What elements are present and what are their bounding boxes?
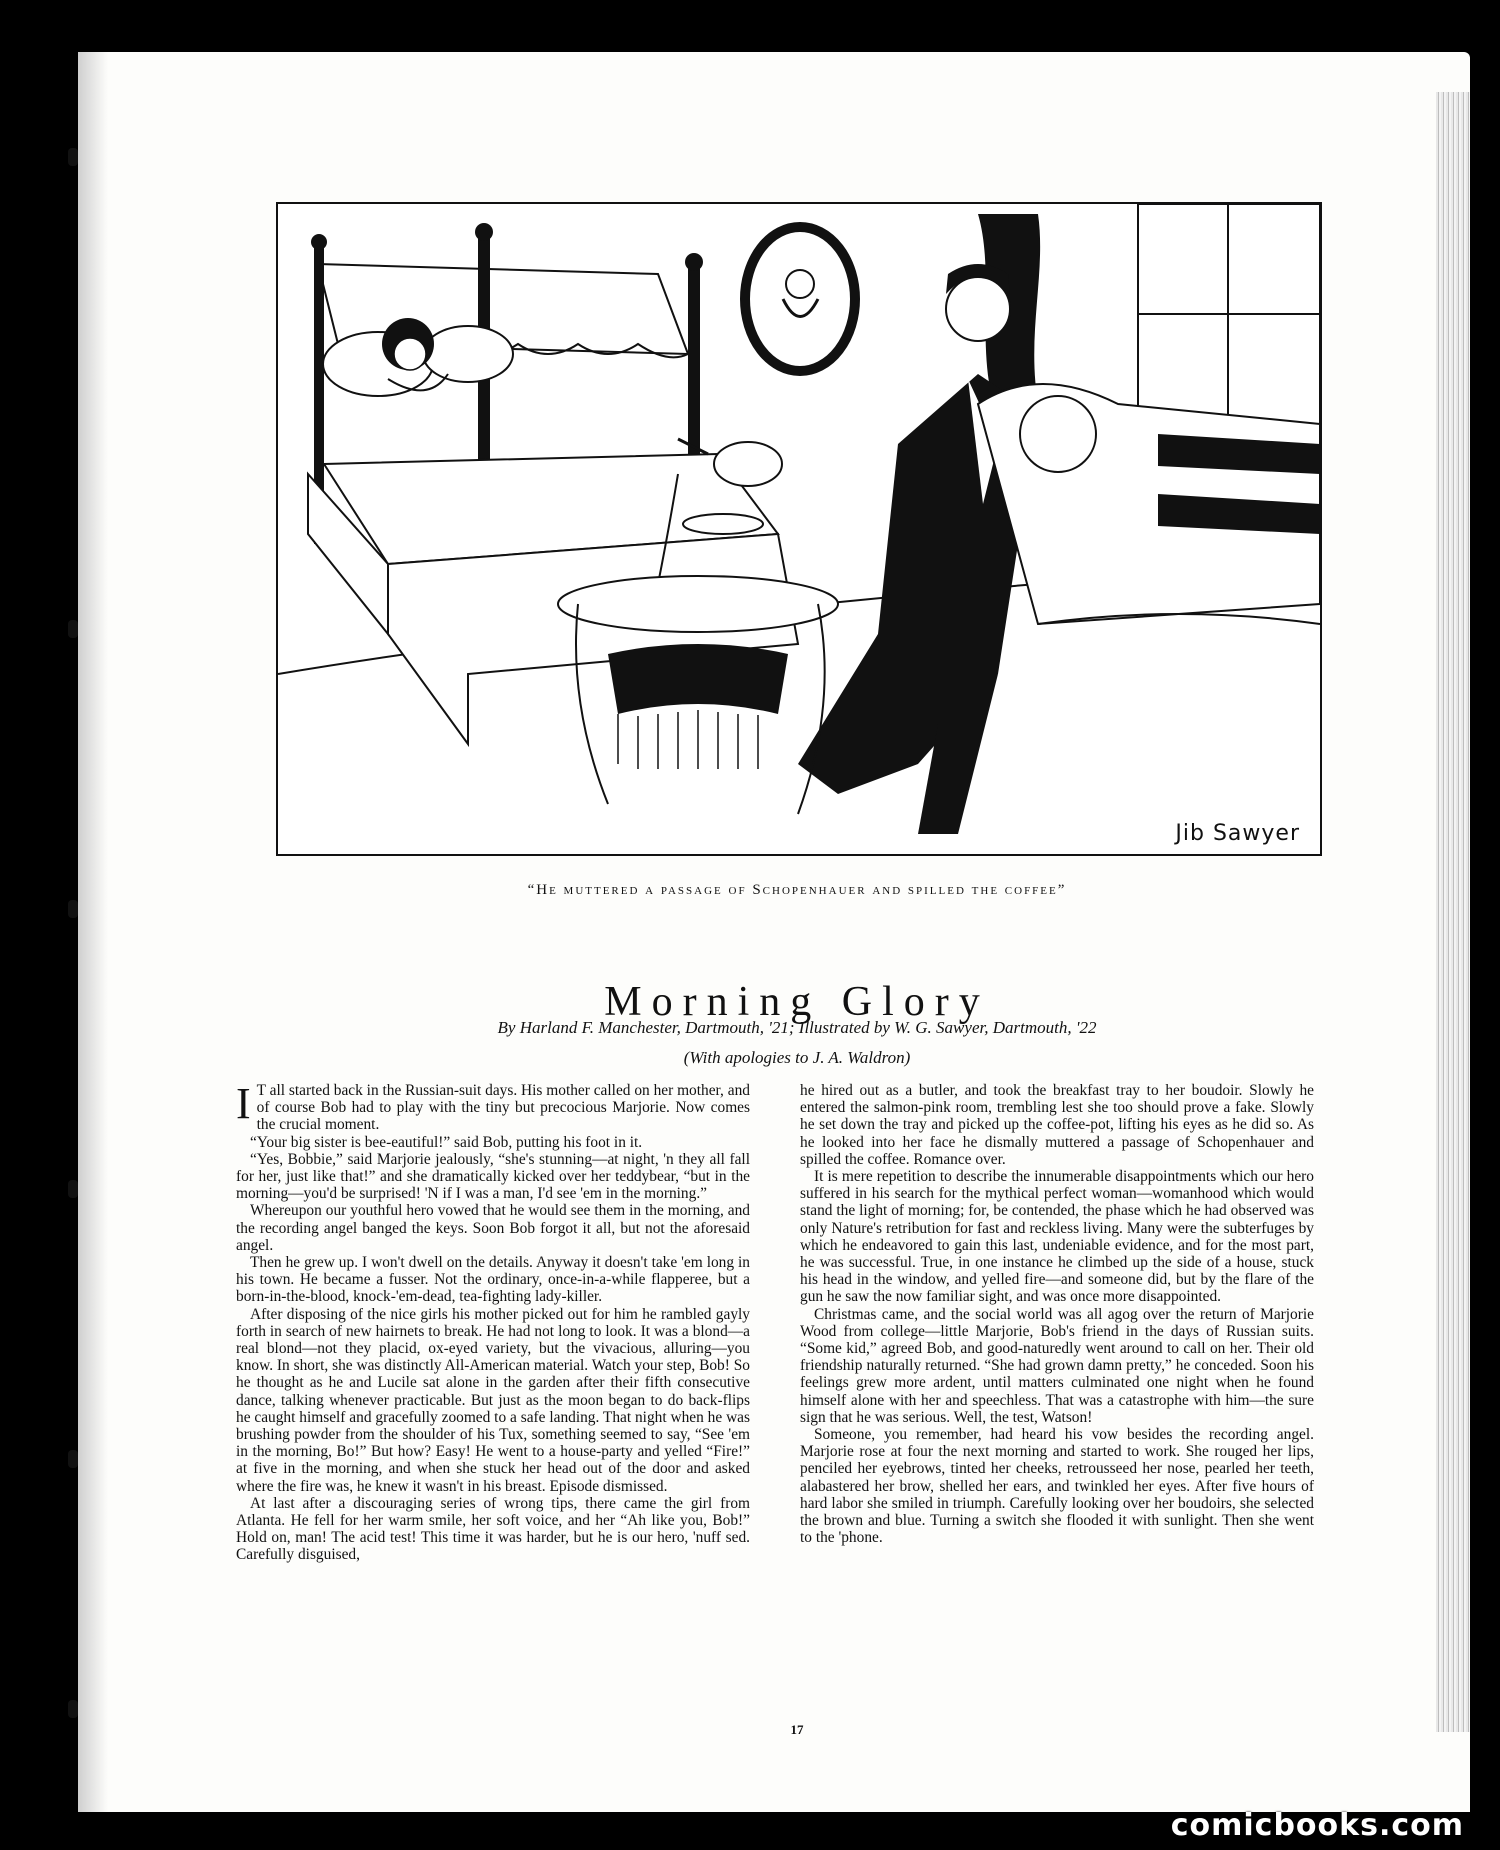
illustrator-signature: Jib Sawyer [1175,821,1300,846]
paragraph: Christmas came, and the social world was all agog over the return of Marjorie Wood from college—little Marjorie, Bob's friend in the days of Russian suits. “Some kid,” agreed Bob, and good-naturedly went around to call on her. Their old friendship naturally returned. “She had grown damn pretty,” he conceded. Soon his feelings grew more ardent, until matters culminated one night when he found himself alone with her and speechless. That was a catastrophe with him—the sure sign that he was serious. Well, the test, Watson! [800,1305,1314,1426]
paragraph: Whereupon our youthful hero vowed that he would see them in the morning, and the recording angel banged the keys. Soon Bob forgot it all, but not the aforesaid angel. [236,1202,750,1254]
paragraph: “Yes, Bobbie,” said Marjorie jealously, “she's stunning—at night, 'n they all fall for her, just like that!” and she dramatically kicked over her teddybear, “but in the morning—you'd be surprised! 'N if I was a man, I'd see 'em in the morning.” [236,1150,750,1203]
gutter-shadow [78,52,108,1812]
article-left-column [236,1079,750,1564]
drop-cap: I [236,1079,251,1128]
article-right-column [800,1082,1314,1546]
paragraph: Then he grew up. I won't dwell on the details. Anyway it doesn't take 'em long in his town. He became a fusser. Not the ordinary, once-in-a-while flapperee, but a born-in-the-blood, knock-'em-dead, tea-fighting lady-killer. [236,1254,750,1306]
paragraph: At last after a discouraging series of wrong tips, there came the girl from Atlanta. He fell for her warm smile, her soft voice, and her “Ah like you, Bob!” Hold on, man! The acid test! This time it was harder, but he is our hero, 'nuff sed. Carefully disguised, [236,1494,750,1564]
article-byline: By Harland F. Manchester, Dartmouth, '21; Illustrated by W. G. Sawyer, Dartmouth, '22 [497,1018,1097,1037]
illustration-caption: “He muttered a passage of Schopenhauer and spilled the coffee” [527,882,1067,898]
paragraph: After disposing of the nice girls his mother picked out for him he rambled gayly forth in search of new hairnets to break. He had not long to look. It was a blond—a real blond—not they placid, ox-eyed variety, but the vivacious, alluring—you know. In short, she was distinctly All-American material. Watch your step, Bob! So he thought as he and Lucile sat alone in the garden after their fifth consecutive dance, talking whenever practicable. But just as the moon began to do back-flips he caught himself and gracefully zoomed to a safe landing. That night when he was brushing powder from the shoulder of his Tux, something seemed to say, “See 'em in the morning, Bo!” But how? Easy! He went to a house-party and yelled “Fire!” at five in the morning, and when she stuck her head out of the door and asked where the fire was, he knew it wasn't in his breast. Episode dismissed. [236,1305,750,1495]
article-apology-note: (With apologies to J. A. Waldron) [683,1048,911,1067]
paragraph: It is mere repetition to describe the innumerable disappointments which our hero suffered in his search for the mythical perfect woman—womanhood which would stand the light of morning; for, be contended, the phase which he had observed was only Nature's retribution for fast and reckless living. Many were the subterfuges by which he endeavored to gain this last, undeniable evidence, and for the most part, he was successful. True, in one instance he climbed up the side of a house, stuck his head in the window, and yelled fire—and someone did, but by the flare of the gun he saw the now familiar sight, and was once more disappointed. [800,1168,1314,1306]
site-watermark: comicbooks.com [1170,1808,1464,1843]
binding-marks [58,0,78,1850]
paragraph: Someone, you remember, had heard his vow besides the recording angel. Marjorie rose at four the next morning and started to work. She rouged her lips, penciled her eyebrows, tinted her cheeks, retrousseed her nose, pearled her teeth, alabastered her brow, shelled her ears, and twinkled her eyes. After five hours of hard labor she smiled in triumph. Carefully looking over her boudoirs, she selected the brown and blue. Turning a switch she flooded it with sunlight. Then she went to the 'phone. [800,1426,1314,1547]
butler-bedroom-illustration [278,204,1320,854]
article-title: Morning Glory [604,979,990,1026]
page-number: 17 [790,1722,804,1737]
paragraph: I T all started back in the Russian-suit days. His mother called on her mother, and of course Bob had to play with the tiny but precocious Marjorie. Now comes the crucial moment. [236,1079,750,1134]
page-fore-edge [1436,92,1470,1732]
paragraph: he hired out as a butler, and took the breakfast tray to her boudoir. Slowly he entered the salmon-pink room, trembling lest she too should prove a fake. Slowly he set down the tray and picked up the coffee-pot, lifting his eyes as he did so. As he looked into her face he dismally muttered a passage of Schopenhauer and spilled the coffee. Romance over. [800,1082,1314,1168]
illustration [276,202,1322,856]
paragraph: “Your big sister is bee-eautiful!” said Bob, putting his foot in it. [250,1133,643,1151]
